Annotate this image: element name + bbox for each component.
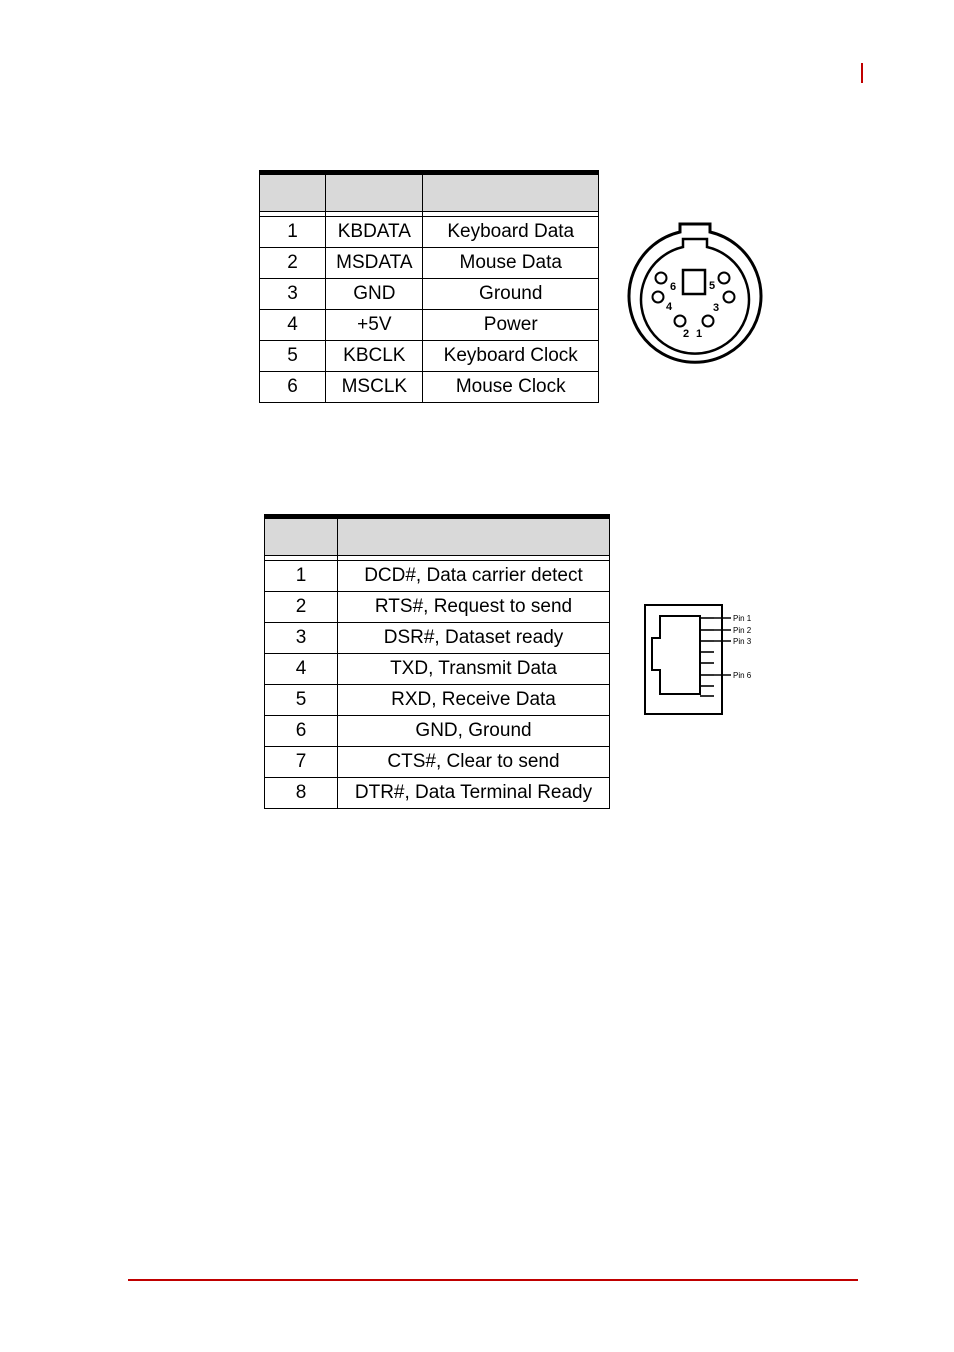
rj45-pin-label: Pin 1 bbox=[733, 614, 752, 623]
header-cell-function bbox=[423, 173, 599, 212]
ps2-pin-table bbox=[259, 170, 599, 403]
signal-name: MSDATA bbox=[326, 248, 423, 279]
pin-number: 6 bbox=[260, 372, 326, 403]
table-row bbox=[260, 372, 599, 403]
signal-name: DTR#, Data Terminal Ready bbox=[338, 778, 610, 809]
table-row bbox=[265, 623, 610, 654]
pin-number: 6 bbox=[265, 716, 338, 747]
pin-number: 3 bbox=[265, 623, 338, 654]
pin-number: 4 bbox=[265, 654, 338, 685]
signal-name: RXD, Receive Data bbox=[338, 685, 610, 716]
signal-name: +5V bbox=[326, 310, 423, 341]
table-header-row bbox=[265, 517, 610, 556]
pin-number: 2 bbox=[265, 592, 338, 623]
header-cell-signal bbox=[338, 517, 610, 556]
rj45-connector-diagram bbox=[638, 598, 763, 720]
signal-name: KBDATA bbox=[326, 217, 423, 248]
table-row bbox=[260, 310, 599, 341]
table-row bbox=[265, 747, 610, 778]
pin-number: 1 bbox=[260, 217, 326, 248]
ps2-pin-label: 5 bbox=[709, 280, 716, 292]
signal-name: MSCLK bbox=[326, 372, 423, 403]
header-cell-signal bbox=[326, 173, 423, 212]
signal-name: DCD#, Data carrier detect bbox=[338, 561, 610, 592]
signal-name: GND, Ground bbox=[338, 716, 610, 747]
signal-name: TXD, Transmit Data bbox=[338, 654, 610, 685]
header-cell-pin bbox=[265, 517, 338, 556]
header-accent-mark bbox=[861, 63, 863, 83]
rj45-pin-label: Pin 3 bbox=[733, 637, 752, 646]
signal-function: Keyboard Data bbox=[423, 217, 599, 248]
rj45-pin-label: Pin 6 bbox=[733, 671, 752, 680]
pin-number: 4 bbox=[260, 310, 326, 341]
table-row bbox=[265, 592, 610, 623]
header-cell-pin bbox=[260, 173, 326, 212]
footer-rule bbox=[128, 1279, 858, 1281]
signal-function: Keyboard Clock bbox=[423, 341, 599, 372]
pin-number: 5 bbox=[260, 341, 326, 372]
pin-number: 8 bbox=[265, 778, 338, 809]
com-pin-table bbox=[264, 514, 610, 809]
signal-name: CTS#, Clear to send bbox=[338, 747, 610, 778]
ps2-pin-label: 6 bbox=[670, 281, 677, 293]
signal-function: Mouse Clock bbox=[423, 372, 599, 403]
rj45-pin-label: Pin 2 bbox=[733, 626, 752, 635]
ps2-pin-label: 2 bbox=[683, 328, 690, 340]
pin-number: 3 bbox=[260, 279, 326, 310]
ps2-connector-icon bbox=[620, 212, 770, 367]
table-header-row bbox=[260, 173, 599, 212]
signal-name: GND bbox=[326, 279, 423, 310]
signal-name: RTS#, Request to send bbox=[338, 592, 610, 623]
table-row bbox=[260, 217, 599, 248]
signal-function: Ground bbox=[423, 279, 599, 310]
ps2-pin-label: 1 bbox=[696, 328, 703, 340]
table-row bbox=[265, 716, 610, 747]
table-row bbox=[265, 685, 610, 716]
pin-number: 5 bbox=[265, 685, 338, 716]
table-row bbox=[260, 279, 599, 310]
pin-number: 7 bbox=[265, 747, 338, 778]
signal-function: Power bbox=[423, 310, 599, 341]
pin-number: 2 bbox=[260, 248, 326, 279]
table-row bbox=[265, 561, 610, 592]
signal-name: DSR#, Dataset ready bbox=[338, 623, 610, 654]
rj45-connector-icon bbox=[638, 598, 763, 720]
signal-function: Mouse Data bbox=[423, 248, 599, 279]
ps2-pin-label: 3 bbox=[713, 302, 720, 314]
pin-number: 1 bbox=[265, 561, 338, 592]
table-row bbox=[265, 654, 610, 685]
ps2-connector-diagram bbox=[620, 212, 770, 367]
table-row bbox=[260, 248, 599, 279]
table-row bbox=[260, 341, 599, 372]
table-row bbox=[265, 778, 610, 809]
signal-name: KBCLK bbox=[326, 341, 423, 372]
ps2-pin-label: 4 bbox=[666, 301, 673, 313]
